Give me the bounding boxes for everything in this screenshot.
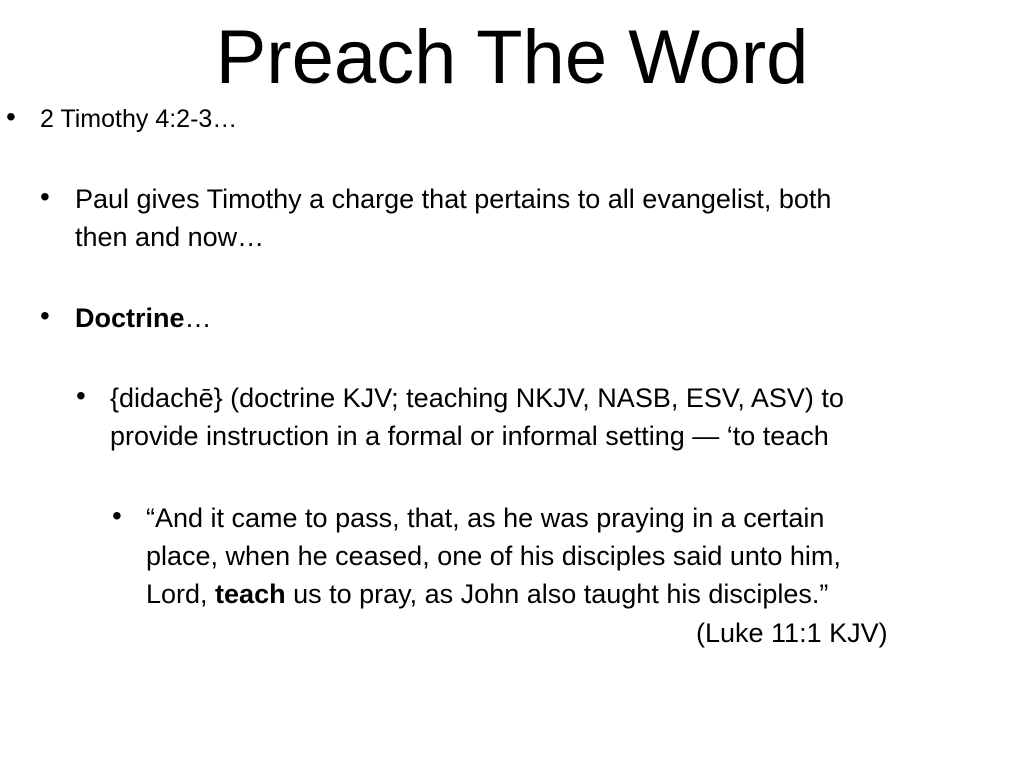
quote-line: “And it came to pass, that, as he was praying in a certain [146, 503, 825, 533]
quote-text: us to pray, as John also taught his disciples.” [285, 579, 829, 609]
bullet-text: 2 Timothy 4:2-3… [40, 105, 238, 133]
bold-term: Doctrine [75, 303, 185, 333]
quote-line [146, 575, 1006, 613]
bullet-item-scripture-ref [40, 100, 1000, 138]
quote-text: Lord, [146, 579, 216, 609]
bullet-dot: • [6, 101, 16, 132]
bullet-dot: • [40, 300, 50, 331]
bullet-item-doctrine [75, 299, 1005, 337]
bullet-dot: • [76, 380, 86, 411]
bullet-item-definition [110, 379, 1010, 455]
bullet-text-line: provide instruction in a formal or informal setting — ‘to teach [110, 421, 829, 451]
bullet-dot: • [112, 500, 122, 531]
bullet-text-line: {didachē} (doctrine KJV; teaching NKJV, NASB, ESV, ASV) to [110, 383, 844, 413]
bullet-item-charge [75, 180, 1005, 256]
bullet-item-quote [146, 499, 1006, 613]
bullet-text-line: Paul gives Timothy a charge that pertains to all evangelist, both [75, 184, 832, 214]
quote-line: place, when he ceased, one of his disciples said unto him, [146, 541, 841, 571]
slide-title: Preach The Word [215, 15, 809, 100]
bullet-text-line: then and now… [75, 222, 265, 252]
citation: (Luke 11:1 KJV) [696, 618, 888, 648]
bullet-dot: • [40, 181, 50, 212]
bold-term: teach [215, 579, 286, 609]
bullet-text: … [184, 303, 212, 333]
